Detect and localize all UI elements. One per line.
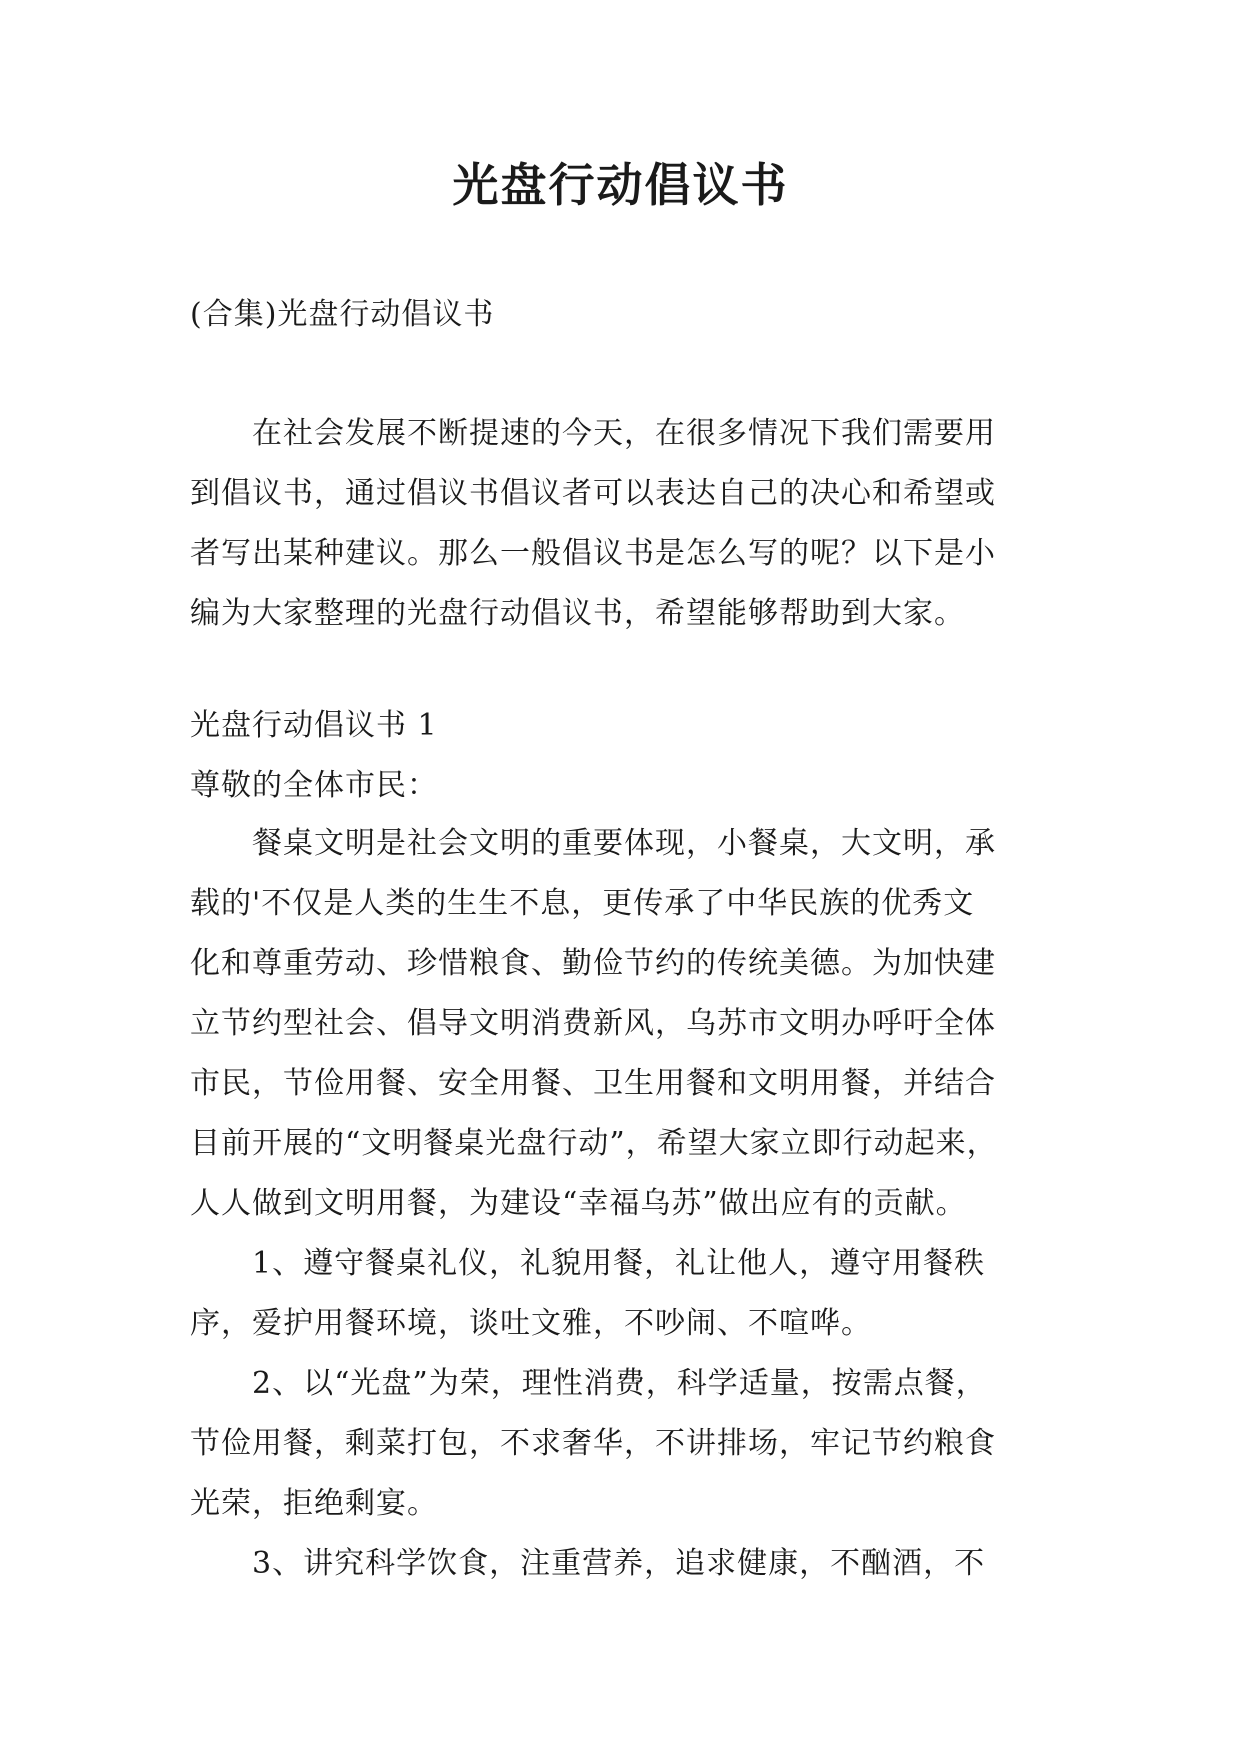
intro-paragraph <box>190 404 1060 644</box>
body-line: 1、遵守餐桌礼仪，礼貌用餐，礼让他人，遵守用餐秩 <box>190 1246 986 1281</box>
body-line: 市民，节俭用餐、安全用餐、卫生用餐和文明用餐，并结合 <box>190 1066 996 1101</box>
body-line: 2、以“光盘”为荣，理性消费，科学适量，按需点餐， <box>190 1366 987 1401</box>
intro-line: 到倡议书，通过倡议书倡议者可以表达自己的决心和希望或 <box>190 476 996 511</box>
document-subtitle: (合集)光盘行动倡议书 <box>190 297 495 332</box>
main-paragraphs <box>190 814 1060 1594</box>
section-heading: 光盘行动倡议书 1 <box>190 708 438 743</box>
body-line: 载的'不仅是人类的生生不息，更传承了中华民族的优秀文 <box>190 886 975 921</box>
intro-line: 者写出某种建议。那么一般倡议书是怎么写的呢？以下是小 <box>190 536 996 571</box>
salutation: 尊敬的全体市民： <box>190 768 438 803</box>
section-header <box>190 696 1060 816</box>
intro-line: 编为大家整理的光盘行动倡议书，希望能够帮助到大家。 <box>190 596 965 631</box>
body-line: 序，爱护用餐环境，谈吐文雅，不吵闹、不喧哗。 <box>190 1306 872 1341</box>
body-line: 人人做到文明用餐，为建设“幸福乌苏”做出应有的贡献。 <box>190 1186 967 1221</box>
body-line: 化和尊重劳动、珍惜粮食、勤俭节约的传统美德。为加快建 <box>190 946 996 981</box>
page-title: 光盘行动倡议书 <box>452 158 789 212</box>
body-line: 餐桌文明是社会文明的重要体现，小餐桌，大文明，承 <box>190 826 996 861</box>
body-line: 节俭用餐，剩菜打包，不求奢华，不讲排场，牢记节约粮食 <box>190 1426 996 1461</box>
body-line: 立节约型社会、倡导文明消费新风，乌苏市文明办呼吁全体 <box>190 1006 996 1041</box>
intro-line: 在社会发展不断提速的今天，在很多情况下我们需要用 <box>190 416 996 451</box>
body-line: 目前开展的“文明餐桌光盘行动”，希望大家立即行动起来， <box>190 1126 998 1161</box>
body-line: 3、讲究科学饮食，注重营养，追求健康，不酗酒，不 <box>190 1546 986 1581</box>
body-line: 光荣，拒绝剩宴。 <box>190 1486 438 1521</box>
